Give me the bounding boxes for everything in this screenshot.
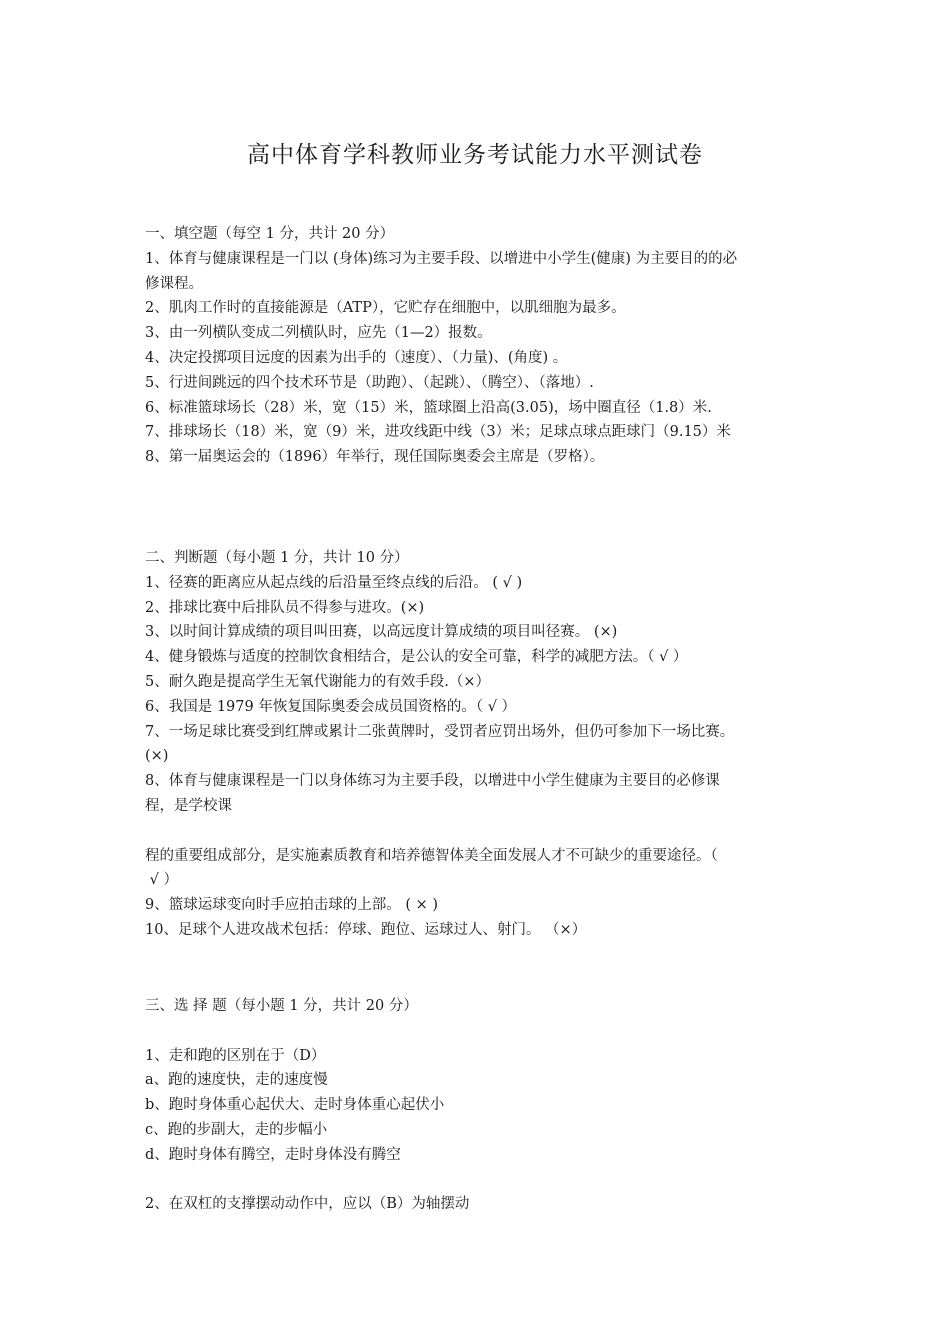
section-true-false [145,546,815,943]
question-line: 修课程。 [145,275,203,292]
question-line: 4、决定投掷项目远度的因素为出手的（速度）、（力量)、(角度) 。 [145,349,568,366]
question-line: 1、体育与健康课程是一门以 (身体)练习为主要手段、以增进中小学生(健康) 为主要目的的必 [145,250,738,267]
question-line: 7、排球场长（18）米，宽（9）米，进攻线距中线（3）米；足球点球点距球门（9.15）米 [145,424,731,441]
question-line: 7、一场足球比赛受到红牌或累计二张黄牌时，受罚者应罚出场外，但仍可参加下一场比赛。 [145,723,735,740]
question-line: (×) [145,748,169,765]
blank-gap [145,819,815,844]
question-line: 3、由一列横队变成二列横队时，应先（1—2）报数。 [145,325,492,342]
question-line: 程，是学校课 [145,797,232,814]
page-title: 高中体育学科教师业务考试能力水平测试卷 [247,142,703,168]
question-line: 1、径赛的距离应从起点线的后沿量至终点线的后沿。 ( √ ) [145,574,523,591]
question-line: 程的重要组成部分，是实施素质教育和培养德智体美全面发展人才不可缺少的重要途径。（ [145,847,718,864]
question-line: 2、在双杠的支撑摆动动作中，应以（B）为轴摆动 [145,1196,470,1213]
blank-gap [145,1019,815,1044]
question-line: 3、以时间计算成绩的项目叫田赛，以高远度计算成绩的项目叫径赛。 (×) [145,624,618,641]
question-line: 6、我国是 1979 年恢复国际奥委会成员国资格的。（ √ ） [145,698,517,715]
option-line: b、跑时身体重心起伏大、走时身体重心起伏小 [145,1097,445,1114]
question-line: √ ） [145,872,178,889]
section-multiple-choice [145,994,815,1217]
section-heading: 一、填空题（每空 1 分，共计 20 分） [145,226,395,242]
section-fill-in-blanks [145,222,815,470]
question-line: 5、行进间跳远的四个技术环节是（助跑）、（起跳）、（腾空）、（落地）. [145,374,594,391]
option-line: a、跑的速度快，走的速度慢 [145,1072,328,1089]
question-line: 4、健身锻炼与适度的控制饮食相结合，是公认的安全可靠，科学的减肥方法。（ √ ） [145,649,688,666]
question-line: 2、排球比赛中后排队员不得参与进攻。(×) [145,599,425,616]
section-heading: 三、选 择 题（每小题 1 分，共计 20 分） [145,998,418,1014]
option-line: c、跑的步副大，走的步幅小 [145,1121,328,1138]
question-line: 2、肌肉工作时的直接能源是（ATP），它贮存在细胞中，以肌细胞为最多。 [145,300,626,317]
question-line: 8、体育与健康课程是一门以身体练习为主要手段，以增进中小学生健康为主要目的必修课 [145,773,720,790]
question-line: 1、走和跑的区别在于（D） [145,1047,326,1064]
blank-gap [145,1168,815,1193]
question-line: 5、耐久跑是提高学生无氧代谢能力的有效手段.（×） [145,673,490,690]
question-line: 6、标准篮球场长（28）米，宽（15）米，篮球圈上沿高(3.05)，场中圈直径（1.8）米. [145,399,712,416]
question-line: 10、足球个人进攻战术包括：停球、跑位、运球过人、射门。 （×） [145,921,587,938]
section-heading: 二、判断题（每小题 1 分，共计 10 分） [145,550,409,566]
question-line: 8、第一届奥运会的（1896）年举行，现任国际奥委会主席是（罗格）。 [145,449,605,466]
option-line: d、跑时身体有腾空，走时身体没有腾空 [145,1146,401,1163]
question-line: 9、篮球运球变向时手应拍击球的上部。 ( × ) [145,897,439,914]
